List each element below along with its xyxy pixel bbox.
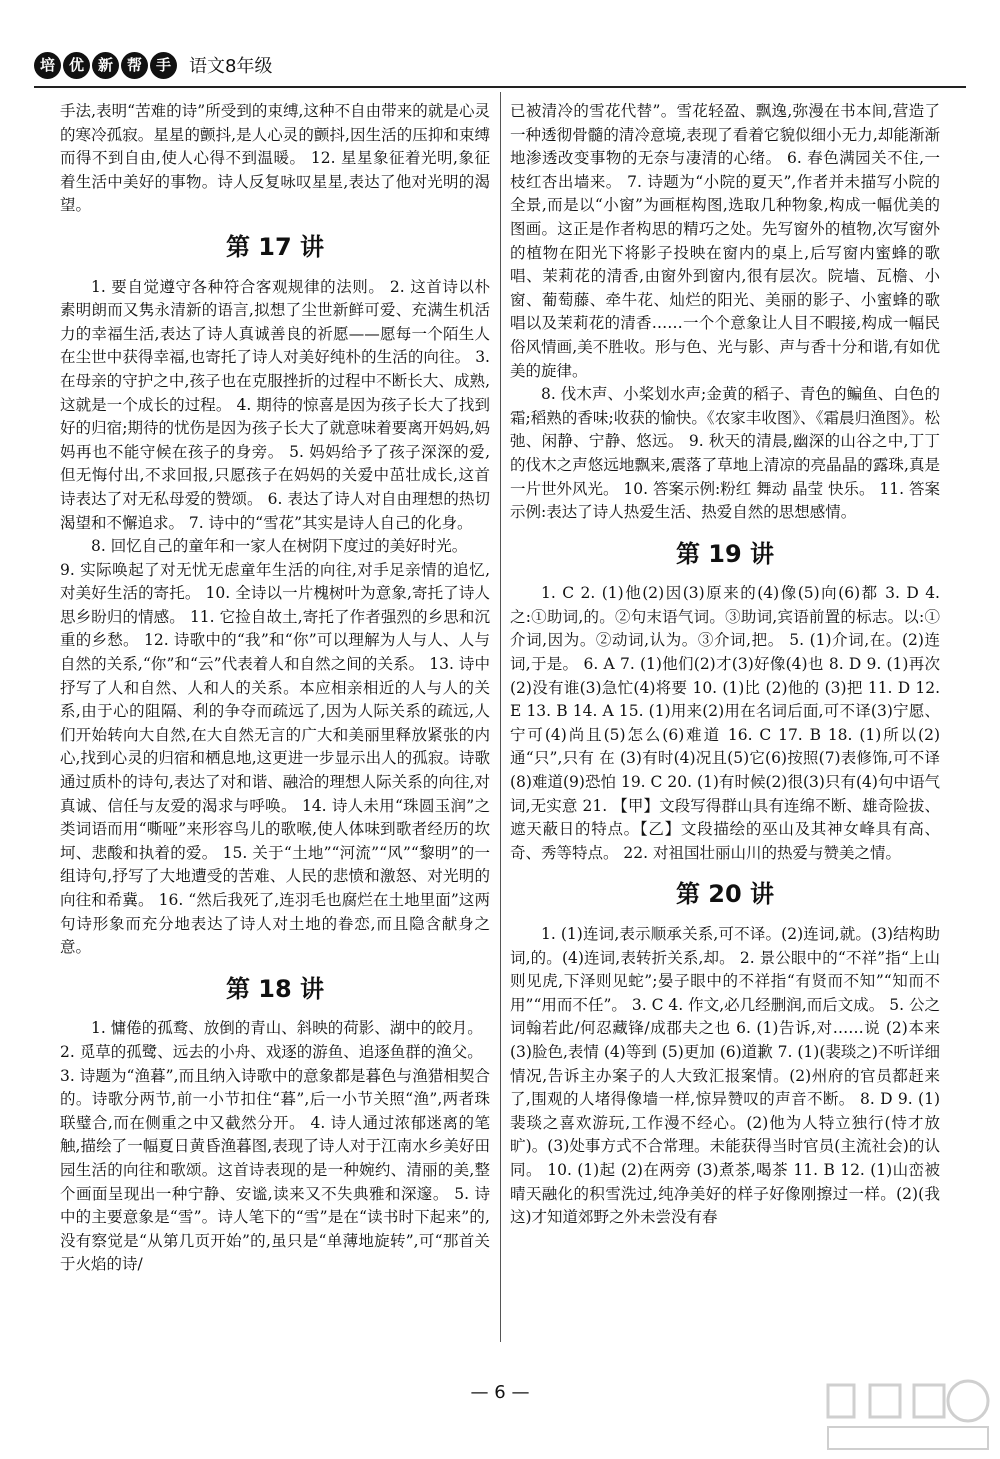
page-header (34, 48, 272, 82)
watermark-url-band (828, 1427, 988, 1449)
right-intro-continued: 8. 伐木声、小桨划水声;金黄的稻子、青色的鳊鱼、白色的霜;稻熟的香味;收获的愉快。《农家丰收图》、《霜晨归渔图》。松弛、闲静、宁静、悠远。 9. 秋天的清晨,幽深的山谷之中,丁丁的伐木之声悠远地飘来,震落了草地上清凉的亮晶晶的露珠,真是一片世外风光。 10. 答案示例:粉红 舞动 晶莹 快乐。 11. 答案示例:表达了诗人热爱生活、热爱自然的思想感情。 (510, 385, 941, 522)
watermark-glyph (870, 1385, 900, 1417)
right-column (510, 100, 940, 1230)
right-intro: 已被清冷的雪花代替”。雪花轻盈、飘逸,弥漫在书本间,营造了一种透彻骨髓的清冷意境,表现了看着它貌似细小无力,却能渐渐地渗透改变事物的无奈与凄清的心绪。 6. 春色满园关不住,一枝红杏出墙来。 7. 诗题为“小院的夏天”,作者并未描写小院的全景,而是以“小窗”为画框构图,选取几种物象,构成一幅优美的图画。这正是作者构思的精巧之处。先写窗外的植物,次写窗外的植物在阳光下将影子投映在窗内的桌上,后写窗内蜜蜂的歌唱、茉莉花的清香,由窗外到窗内,很有层次。院墙、瓦檐、小窗、葡萄藤、牵牛花、灿烂的阳光、美丽的影子、小蜜蜂的歌唱以及茉莉花的清香……一个个意象让人目不暇接,构成一幅民俗风情画,美不胜收。形与色、光与影、声与香十分和谐,有如优美的旋律。 (510, 102, 940, 380)
lecture-19-title: 第 19 讲 (675, 539, 775, 568)
watermark-logo (820, 1375, 995, 1455)
logo-char: 帮 (121, 52, 148, 79)
watermark-ring (948, 1381, 988, 1421)
lecture-20-answers: 1. (1)连词,表示顺承关系,可不译。(2)连词,就。(3)结构助词,的。(4)连词,表转折关系,却。 2. 景公眼中的“不祥”指“上山则见虎,下泽则见蛇”;晏子眼中的不祥指“有贤而不知”“知而不用”“用而不任”。 3. C 4. 作文,必几经删润,而后文成。 5. 公之词翰若此/何忍藏锋/成郡夫之也 6. (1)告诉,对……说 (2)本来 (3)脸色,表情 (4)等到 (5)更加 (6)道歉 7. (1)(裴琰之)不听详细情况,告诉主办案子的人大致汇报案情。(2)州府的官员都赶来了,围观的人堵得像墙一样,惊异赞叹的声音不断。 8. D 9. (1)裴琰之喜欢游玩,工作漫不经心。(2)他为人特立独行(恃才放旷)。(3)处事方式不合常理。未能获得当时官员(主流社会)的认同。 10. (1)起 (2)在两旁 (3)煮茶,喝茶 11. B 12. (1)山峦被晴天融化的积雪洗过,纯净美好的样子好像刚擦过一样。(2)(我这)才知道郊野之外未尝没有春 (510, 925, 940, 1227)
series-logo (34, 52, 179, 79)
lecture-19-answers: 1. C 2. (1)他(2)因(3)原来的(4)像(5)向(6)都 3. D 4. 之:①助词,的。②句末语气词。③助词,宾语前置的标志。以:①介词,因为。②动词,认为。③介词,把。 5. (1)介词,在。(2)连词,于是。 6. A 7. (1)他们(2)才(3)好像(4)也 8. D 9. (1)再次(2)没有谁(3)急忙(4)将要 10. (1)比 (2)他的 (3)把 11. D 12. E 13. B 14. A 15. (1)用来(2)用在名词后面,可不译(3)宁愿、宁可(4)尚且(5)怎么(6)难道 16. C 17. B 18. (1)所以(2)通“只”,只有 在 (3)有时(4)况且(5)它(6)按照(7)表修饰,可不译(8)难道(9)恐怕 19. C 20. (1)有时候(2)很(3)只有(4)句中语气词,无实意 21. 【甲】文段写得群山具有连绵不断、雄奇险拔、遮天蔽日的特点。【乙】文段描绘的巫山及其神女峰具有高、奇、秀等特点。 22. 对祖国壮丽山川的热爱与赞美之情。 (510, 584, 940, 862)
lecture-18-answers: 1. 慵倦的孤鹜、放倒的青山、斜映的荷影、湖中的皎月。 (91, 1019, 483, 1038)
left-intro: 手法,表明“苦难的诗”所受到的束缚,这种不自由带来的就是心灵的寒冷孤寂。星星的颤抖,是人心灵的颤抖,因生活的压抑和束缚而得不到自由,使人心得不到温暖。 12. 星星象征着光明,象征着生活中美好的事物。诗人反复咏叹星星,表达了他对光明的渴望。 (60, 102, 490, 215)
logo-char: 新 (92, 52, 119, 79)
lecture-17-answers: 8. 回忆自己的童年和一家人在树阴下度过的美好时光。 (91, 537, 468, 556)
lecture-18-answers: 2. 觅草的孤鹭、远去的小舟、戏逐的游鱼、追逐鱼群的渔父。 (60, 1042, 483, 1061)
logo-char: 手 (150, 52, 177, 79)
left-column (60, 100, 490, 1277)
page-number: — 6 — (470, 1382, 530, 1403)
lecture-17-answers: 9. 实际唤起了对无忧无虑童年生活的向往,对手足亲情的追忆,对美好生活的寄托。 10. 全诗以一片槐树叶为意象,寄托了诗人思乡盼归的情感。 11. 它捡自故土,寄托了作者强烈的乡思和沉重的乡愁。 12. 诗歌中的“我”和“你”可以理解为人与人、人与自然的关系,“你”和“云”代表着人和自然之间的关系。 13. 诗中抒写了人和自然、人和人的关系。本应相亲相近的人与人的关系,由于心的阻隔、利的争夺而疏远了,因为人际关系的疏远,人们开始转向大自然,在大自然无言的广大和美丽里释放紧张的内心,找到心灵的归宿和栖息地,这更进一步显示出人的孤寂。诗歌通过质朴的诗句,表达了对和谐、融洽的理想人际关系的向往,对真诚、信任与友爱的渴求与呼唤。 14. 诗人未用“珠圆玉润”之类词语而用“嘶哑”来形容鸟儿的歌喉,使人体味到歌者经历的坎坷、悲酸和执着的爱。 15. 关于“土地”“河流”“风”“黎明”的一组诗句,抒写了大地遭受的苦难、人民的悲愤和激怒、对光明的向往和希冀。 16. “然后我死了,连羽毛也腐烂在土地里面”这两句诗形象而充分地表达了诗人对土地的眷恋,而且隐含献身之意。 (60, 560, 490, 957)
watermark-glyph (914, 1385, 944, 1417)
lecture-17-answers: 1. 要自觉遵守各种符合客观规律的法则。 2. 这首诗以朴素明朗而又隽永清新的语言,拟想了尘世新鲜可爱、充满生机活力的幸福生活,表达了诗人真诚善良的祈愿——愿每一个陌生人在尘世中获得幸福,也寄托了诗人对美好纯朴的生活的向往。 3. 在母亲的守护之中,孩子也在克服挫折的过程中不断长大、成熟,这就是一个成长的过程。 4. 期待的惊喜是因为孩子长大了找到好的归宿;期待的忧伤是因为孩子长大了就意味着要离开妈妈,妈妈再也不能守候在孩子的身旁。 5. 妈妈给予了孩子深深的爱,但无悔付出,不求回报,只愿孩子在妈妈的关爱中茁壮成长,这首诗表达了对无私母爱的赞颂。 6. 表达了诗人对自由理想的热切渴望和不懈追求。 7. 诗中的“雪花”其实是诗人自己的化身。 (60, 277, 490, 532)
lecture-20-title: 第 20 讲 (675, 880, 775, 909)
grade-label: 语文8年级 (189, 56, 273, 77)
logo-char: 培 (34, 52, 61, 79)
lecture-18-title: 第 18 讲 (225, 974, 325, 1003)
watermark-glyph (828, 1385, 854, 1417)
logo-char: 优 (63, 52, 90, 79)
lecture-18-answers: 3. 诗题为“渔暮”,而且纳入诗歌中的意象都是暮色与渔猎相契合的。诗歌分两节,前一小节扣住“暮”,后一小节关照“渔”,两者珠联璧合,而在侧重之中又截然分开。 4. 诗人通过浓郁迷离的笔触,描绘了一幅夏日黄昏渔暮图,表现了诗人对于江南水乡美好田园生活的向往和歌颂。这首诗表现的是一种婉约、清丽的美,整个画面呈现出一种宁静、安谧,读来又不失典雅和深邃。 5. 诗中的主要意象是“雪”。诗人笔下的“雪”是在“读书时下起来”的,没有察觉是“从第几页开始”的,虽只是“单薄地旋转”,可“那首关于火焰的诗/ (60, 1066, 490, 1274)
header-rule (34, 86, 966, 88)
column-divider (500, 92, 501, 1342)
lecture-17-title: 第 17 讲 (225, 232, 325, 261)
